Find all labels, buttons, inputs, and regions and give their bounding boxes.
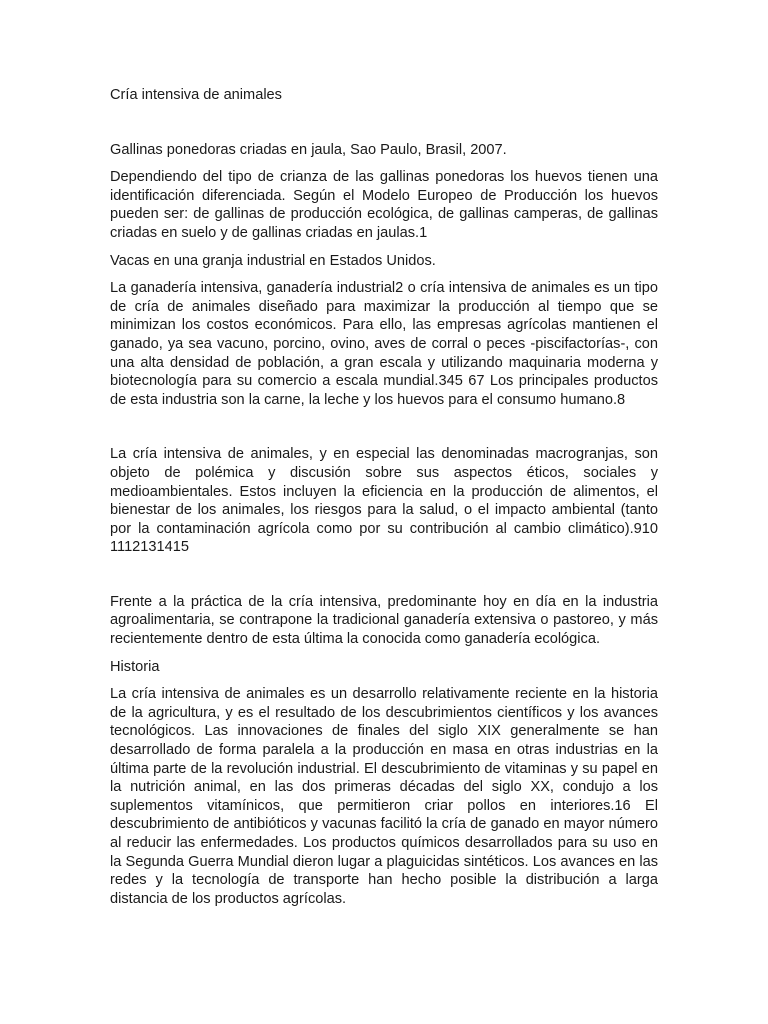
image-caption-cows: Vacas en una granja industrial en Estados Unidos. [110,252,436,269]
section-heading-history: Historia [110,658,160,675]
image-caption-hens: Gallinas ponedoras criadas en jaula, Sao Paulo, Brasil, 2007. [110,141,507,158]
paragraph-egg-identification: Dependiendo del tipo de crianza de las gallinas ponedoras los huevos tienen una identificación diferenciada. Según el Modelo Europeo de Producción los huevos pueden ser: de gallinas de producción ecológica, de gallinas camperas, de gallinas criadas en suelo y de gallinas criadas en jaulas.1 [110,169,658,241]
paragraph-controversy: La cría intensiva de animales, y en especial las denominadas macrogranjas, son objeto de polémica y discusión sobre sus aspectos éticos, sociales y medioambientales. Estos incluyen la eficiencia en la producción de alimentos, el bienestar de los animales, los riesgos para la salud, o el impacto ambiental (tanto por la contaminación agrícola como por su contribución al cambio climático).910 1112131415 [110,446,658,556]
document-body [110,86,658,908]
paragraph-definition: La ganadería intensiva, ganadería industrial2 o cría intensiva de animales es un tipo de cría de animales diseñado para maximizar la producción al tiempo que se minimizan los costos económicos. Para ello, las empresas agrícolas mantienen el ganado, ya sea vacuno, porcino, ovino, aves de corral o peces -piscifactorías-, con una alta densidad de población, a gran escala y utilizando maquinaria moderna y biotecnología para su comercio a escala mundial.345 67 Los principales productos de esta industria son la carne, la leche y los huevos para el consumo humano.8 [110,280,658,408]
document-title: Cría intensiva de animales [110,87,282,103]
paragraph-extensive-farming: Frente a la práctica de la cría intensiva, predominante hoy en día en la industria agroalimentaria, se contrapone la tradicional ganadería extensiva o pastoreo, y más recientemente dentro de esta última la conocida como ganadería ecológica. [110,593,658,648]
paragraph-history: La cría intensiva de animales es un desarrollo relativamente reciente en la historia de la agricultura, y es el resultado de los descubrimientos científicos y los avances tecnológicos. Las innovaciones de finales del siglo XIX generalmente se han desarrollado de forma paralela a la producción en masa en otras industrias en la última parte de la revolución industrial. El descubrimiento de vitaminas y su papel en la nutrición animal, en las dos primeras décadas del siglo XX, condujo a los suplementos vitamínicos, que permitieron criar pollos en interiores.16 El descubrimiento de antibióticos y vacunas facilitó la cría de ganado en mayor número al reducir las enfermedades. Los productos químicos desarrollados para su uso en la Segunda Guerra Mundial dieron lugar a plaguicidas sintéticos. Los avances en las redes y la tecnología de transporte han hecho posible la distribución a larga distancia de los productos agrícolas. [110,686,658,907]
